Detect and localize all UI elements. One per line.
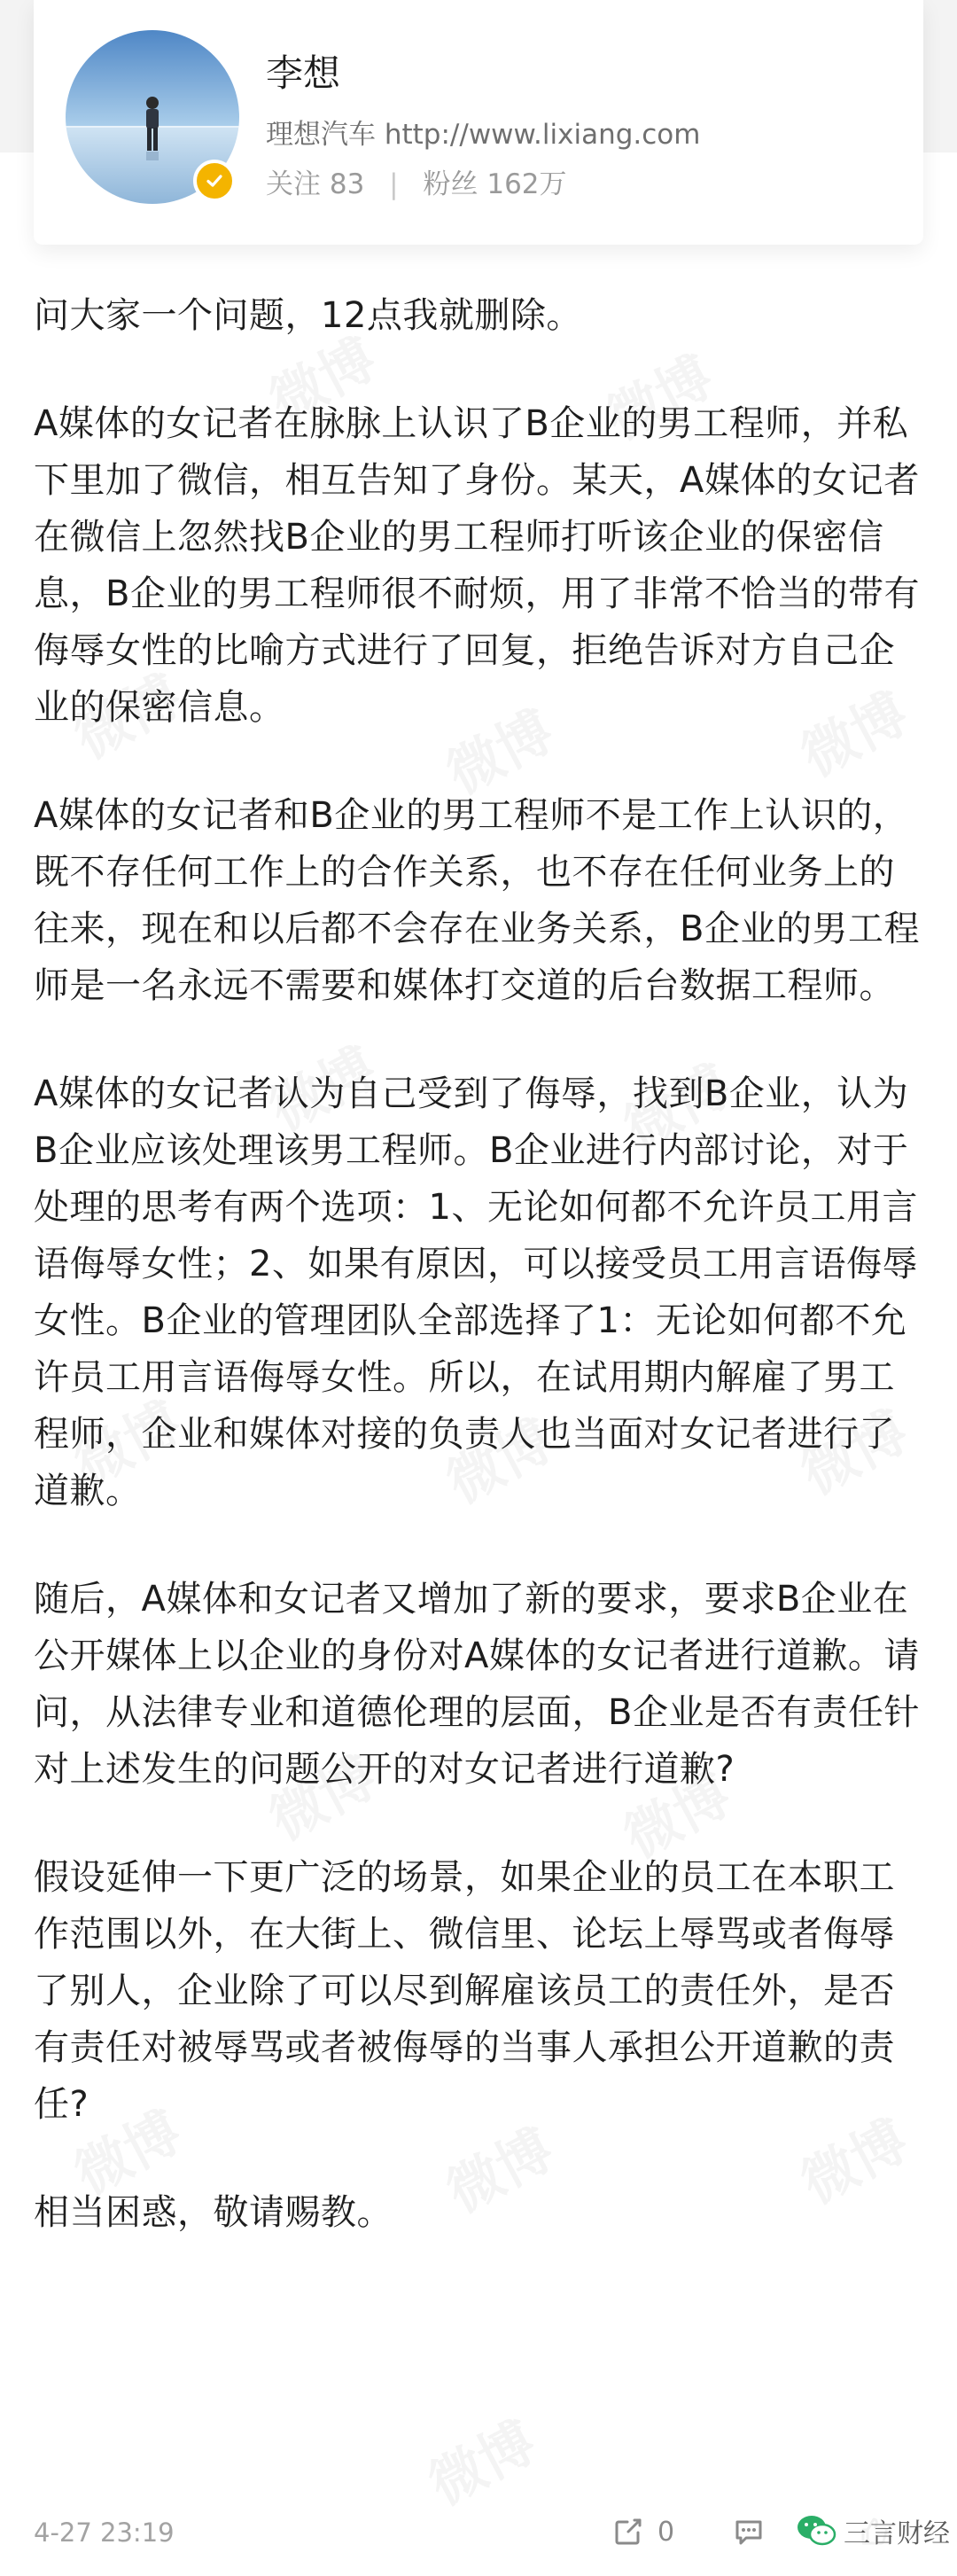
profile-card[interactable] xyxy=(34,0,923,245)
post-paragraph: A媒体的女记者在脉脉上认识了B企业的男工程师，并私下里加了微信，相互告知了身份。某天，A媒体的女记者在微信上忽然找B企业的男工程师打听该企业的保密信息，B企业的男工程师很不耐烦，用了非常不恰当的带有侮辱女性的比喻方式进行了回复，拒绝告诉对方自己企业的保密信息。 xyxy=(34,403,920,728)
following-count[interactable]: 83 xyxy=(329,168,365,200)
comment-button[interactable] xyxy=(732,2512,778,2551)
post-paragraph: A媒体的女记者和B企业的男工程师不是工作上认识的，既不存任何工作上的合作关系，也不存在任何业务上的往来，现在和以后都不会存在业务关系，B企业的男工程师是一名永远不需要和媒体打交道的后台数据工程师。 xyxy=(34,795,920,1006)
wechat-logo-icon xyxy=(796,2513,836,2549)
post-time: 4-27 23:19 xyxy=(34,2517,175,2548)
followers-count[interactable]: 162万 xyxy=(486,168,567,200)
post-paragraph: 假设延伸一下更广泛的场景，如果企业的员工在本职工作范围以外，在大街上、微信里、论坛上辱骂或者侮辱了别人，企业除了可以尽到解雇该员工的责任外，是否有责任对被辱骂或者被侮辱的当事人承担公开道歉的责任? xyxy=(34,1857,895,2125)
user-stats xyxy=(266,161,567,201)
post-paragraph: 问大家一个问题，12点我就删除。 xyxy=(34,295,582,336)
post-paragraph: A媒体的女记者认为自己受到了侮辱，找到B企业，认为B企业应该处理该男工程师。B企业进行内部讨论，对于处理的思考有两个选项：1、无论如何都不允许员工用言语侮辱女性；2、如果有原因，可以接受员工用言语侮辱女性。B企业的管理团队全部选择了1：无论如何都不允许员工用言语侮辱女性。所以，在试用期内解雇了男工程师，企业和媒体对接的负责人也当面对女记者进行了道歉。 xyxy=(34,1073,918,1511)
verified-badge-icon xyxy=(193,160,236,202)
share-icon xyxy=(611,2515,645,2549)
user-name[interactable]: 李想 xyxy=(266,51,341,95)
post-body xyxy=(34,287,929,2292)
post-paragraph: 随后，A媒体和女记者又增加了新的要求，要求B企业在公开媒体上以企业的身份对A媒体的女记者进行道歉。请问，从法律专业和道德伦理的层面，B企业是否有责任针对上述发生的问题公开的对女记者进行道歉? xyxy=(34,1579,920,1790)
repost-count: 0 xyxy=(657,2516,675,2548)
post-paragraph: 相当困惑，敬请赐教。 xyxy=(34,2192,393,2233)
brand-watermark xyxy=(787,2500,957,2562)
post-footer xyxy=(0,2482,957,2576)
repost-button[interactable] xyxy=(611,2512,674,2551)
stats-separator: | xyxy=(389,168,399,200)
brand-name: 三言财经 xyxy=(844,2518,950,2549)
user-description: 理想汽车 http://www.lixiang.com xyxy=(266,119,701,151)
comment-icon xyxy=(732,2515,766,2549)
following-label[interactable]: 关注 xyxy=(266,168,321,200)
followers-label[interactable]: 粉丝 xyxy=(423,168,478,200)
